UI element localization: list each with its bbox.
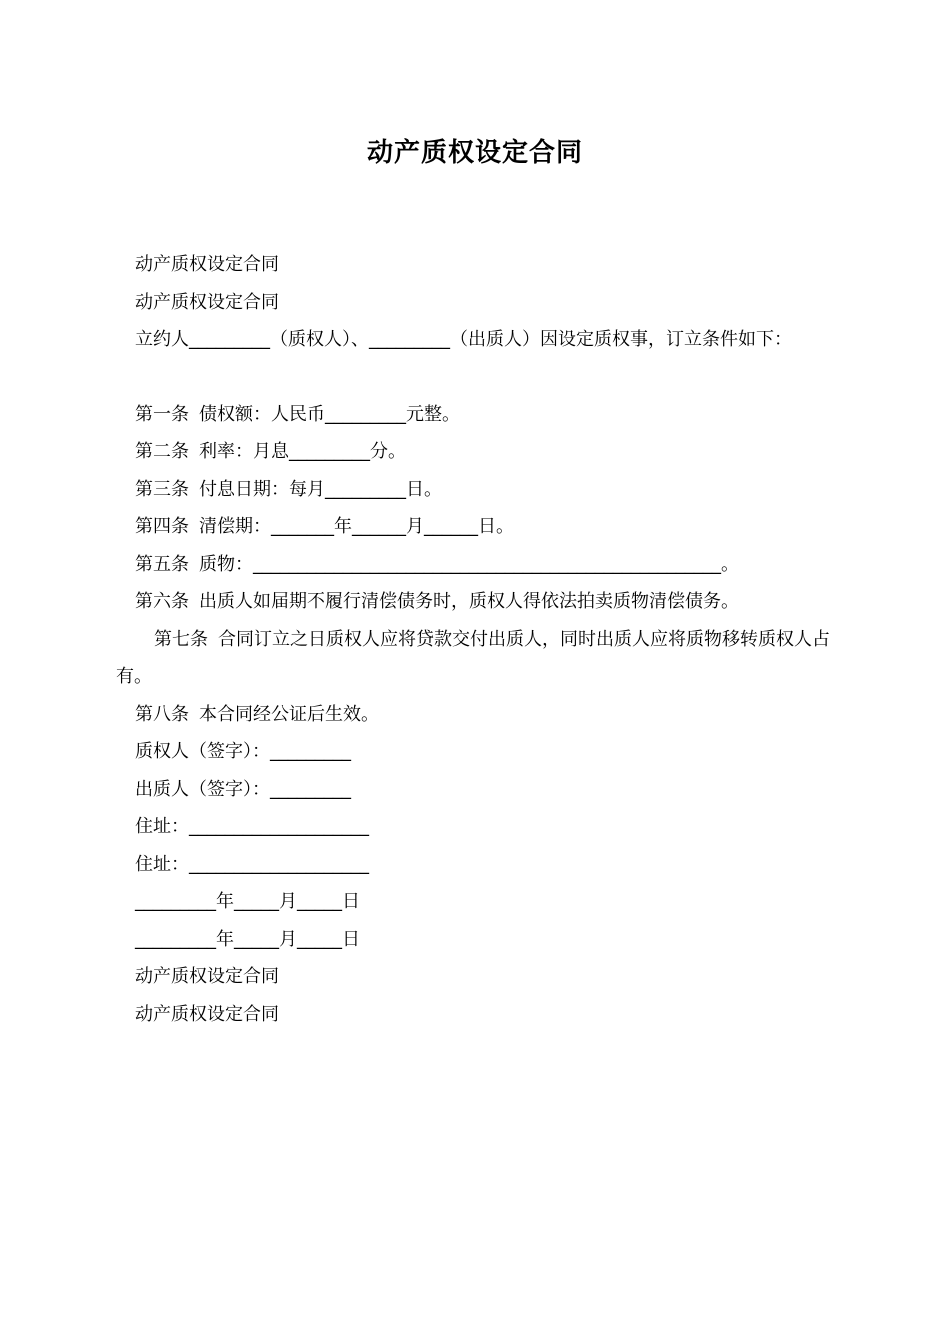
article-8 xyxy=(116,696,850,734)
address-line-2: 住址：____________________ xyxy=(135,853,369,875)
address-line-1: 住址：____________________ xyxy=(135,816,369,837)
article-text: 付息日期：每月_________日。 xyxy=(199,478,442,500)
article-number: 第八条 xyxy=(135,703,189,725)
date-line-1: _________年_____月_____日 xyxy=(135,891,360,912)
article-number: 第五条 xyxy=(135,553,189,575)
article-5 xyxy=(116,546,850,584)
pledgor-signature: 出质人（签字）：_________ xyxy=(135,778,351,800)
article-text: 本合同经公证后生效。 xyxy=(199,703,379,725)
pledgee-signature: 质权人（签字）：_________ xyxy=(135,741,351,762)
article-number: 第六条 xyxy=(135,591,189,612)
article-number: 第一条 xyxy=(135,403,189,425)
article-text: 合同订立之日质权人应将贷款交付出质人，同时出质人应将质物移转质权人占有。 xyxy=(116,628,830,687)
article-text: 出质人如届期不履行清偿债务时，质权人得依法拍卖质物清偿债务。 xyxy=(199,591,739,612)
article-text: 清偿期：_______年______月______日。 xyxy=(199,516,514,537)
article-number: 第三条 xyxy=(135,478,189,500)
article-text: 质物：____________________________________________________。 xyxy=(199,553,739,575)
article-3 xyxy=(116,471,850,509)
article-4 xyxy=(116,508,850,546)
article-1 xyxy=(116,396,850,434)
page-title: 动产质权设定合同 xyxy=(366,138,583,168)
intro-paragraph: 立约人_________（质权人）、_________（出质人）因设定质权事，订立条件如下： xyxy=(135,329,792,350)
article-number: 第七条 xyxy=(154,628,208,650)
article-text: 利率：月息_________分。 xyxy=(199,441,406,462)
article-number: 第二条 xyxy=(135,441,189,462)
header-line-1: 动产质权设定合同 xyxy=(135,254,279,275)
article-7 xyxy=(116,621,850,696)
article-2 xyxy=(116,433,850,471)
footer-line-2: 动产质权设定合同 xyxy=(135,1003,279,1025)
article-6 xyxy=(116,583,850,621)
date-line-2: _________年_____月_____日 xyxy=(135,928,360,950)
footer-line-1: 动产质权设定合同 xyxy=(135,966,279,987)
paragraph-gap xyxy=(116,359,850,396)
article-text: 债权额：人民币_________元整。 xyxy=(199,403,460,425)
contract-body xyxy=(116,246,850,1033)
header-line-2: 动产质权设定合同 xyxy=(135,291,279,313)
article-number: 第四条 xyxy=(135,516,189,537)
